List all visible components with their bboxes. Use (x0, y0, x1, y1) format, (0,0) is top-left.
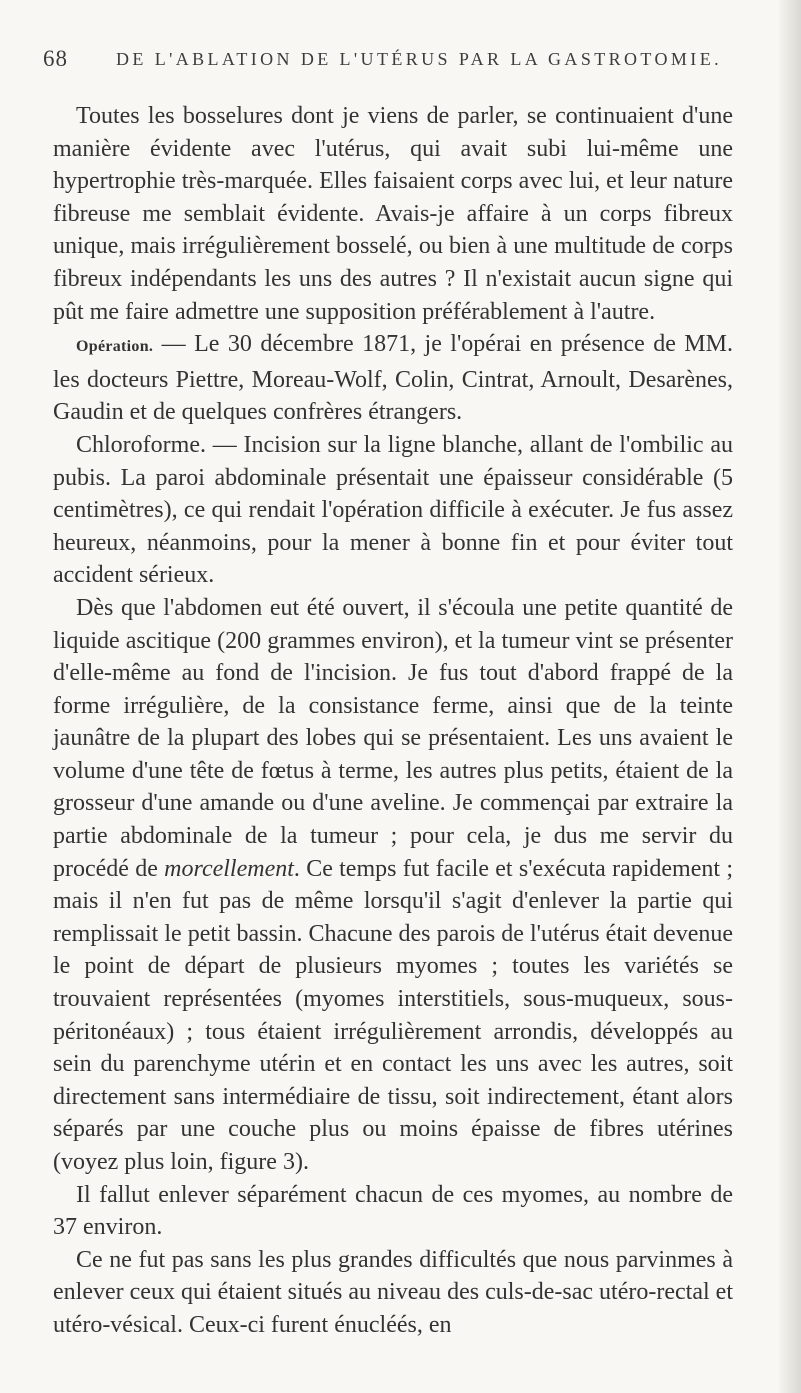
paragraph-chloroforme: Chloroforme. — Incision sur la ligne blanche, allant de l'ombilic au pubis. La paroi abdominale présentait une épaisseur considérable (5 centimètres), ce qui rendait l'opération difficile à exécuter. Je fus assez heureux, néanmoins, pour la mener à bonne fin et pour éviter tout accident sérieux. (53, 431, 733, 589)
paragraph-abdomen-text-start: Dès que l'abdomen eut été ouvert, il s'écoula une petite quantité de liquide ascitique (200 grammes environ), et la tumeur vint se présenter d'elle-même au fond de l'incision. Je fus tout d'abord frappé de la forme irrégulière, de la consistance ferme, ainsi que de la teinte jaunâtre de la plupart des lobes qui se présentaient. Les uns avaient le volume d'une tête de fœtus à terme, les autres plus petits, étaient de la grosseur d'une amande ou d'une aveline. Je commençai par extraire la partie abdominale de la tumeur ; pour cela, je dus me servir du procédé de (53, 594, 733, 882)
paragraph-bosselures: Toutes les bosselures dont je viens de parler, se continuaient d'une manière évidente avec l'utérus, qui avait subi lui-même une hypertrophie très-marquée. Elles faisaient corps avec lui, et leur nature fibreuse me semblait évidente. Avais-je affaire à un corps fibreux unique, mais irrégulièrement bosselé, ou bien à une multitude de corps fibreux indépendants les uns des autres ? Il n'existait aucun signe qui pût me faire admettre une supposition préférablement à l'autre. (53, 103, 733, 325)
running-head-title: DE L'ABLATION DE L'UTÉRUS PAR LA GASTROTOMIE. (116, 49, 722, 69)
paragraph-operation (53, 328, 733, 429)
section-lead-operation: Opération. (76, 338, 154, 356)
paragraph-abdomen (53, 592, 733, 1179)
page-number: 68 (43, 46, 68, 71)
page-edge-shadow (779, 0, 801, 1393)
running-head (43, 46, 743, 76)
body-text (53, 100, 733, 1342)
paragraph-abdomen-text-end: . Ce temps fut facile et s'exécuta rapidement ; mais il n'en fut pas de même lorsqu'il s'agit d'enlever la partie qui remplissait le petit bassin. Chacune des parois de l'utérus était devenue le point de départ de plusieurs myomes ; toutes les variétés se trouvaient représentées (myomes interstitiels, sous-muqueux, sous-péritonéaux) ; tous étaient irrégulièrement arrondis, développés au sein du parenchyme utérin et en contact les uns avec les autres, soit directement sans intermédiaire de tissu, soit indirectement, étant alors séparés par une couche plus ou moins épaisse de fibres utérines (voyez plus loin, figure 3). (53, 855, 733, 1175)
paragraph-myomes-count: Il fallut enlever séparément chacun de ces myomes, au nombre de 37 environ. (53, 1181, 733, 1241)
paragraph-difficultes: Ce ne fut pas sans les plus grandes difficultés que nous parvinmes à enlever ceux qui étaient situés au niveau des culs-de-sac utéro-rectal et utéro-vésical. Ceux-ci furent énucléés, en (53, 1246, 733, 1338)
paragraph-operation-text: — Le 30 décembre 1871, je l'opérai en présence de MM. les docteurs Piettre, Moreau-Wolf, Colin, Cintrat, Arnoult, Desarènes, Gaudin et de quelques confrères étrangers. (53, 331, 733, 426)
italic-term-morcellement: morcellement (164, 855, 294, 882)
